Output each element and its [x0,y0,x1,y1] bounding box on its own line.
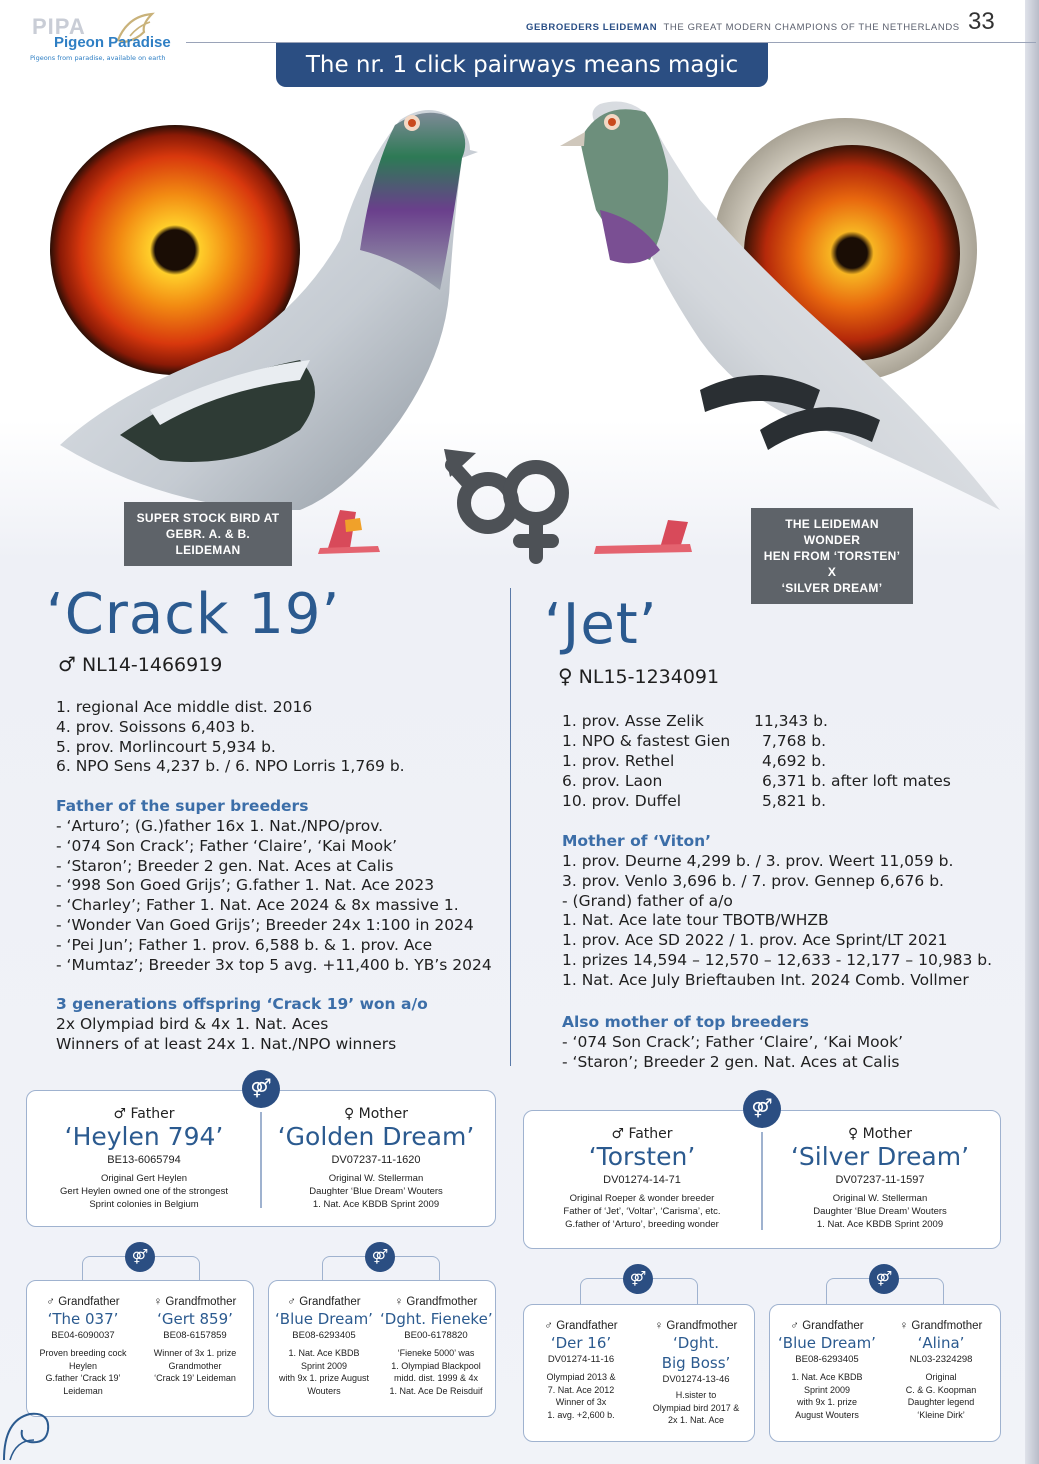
pair-symbol-icon [440,445,580,565]
cock-offspring-line: Winners of at least 24x 1. Nat./NPO winners [56,1034,397,1053]
father-role: ♂ Father [611,1126,673,1142]
right-gp1-badge-icon: ⚤ [623,1264,653,1294]
female-icon: ♀ [558,664,573,688]
hen-viton-line: - (Grand) father of a/o [562,891,733,910]
cock-offspring-line: 2x Olympiad bird & 4x 1. Nat. Aces [56,1015,329,1033]
hen-race: 1. prov. Asse Zelik [562,712,704,730]
hen-breeder-line: - ‘074 Son Crack’; Father ‘Claire’, ‘Kai Mook’ [562,1033,904,1051]
gp-desc-line: 7. Nat. Ace 2012 [547,1384,615,1395]
cock-results [56,698,405,777]
mother-desc-line: Daughter ‘Blue Dream’ Wouters [309,1186,443,1197]
gp-role: ♀ Grandfmother [654,1320,738,1332]
hen-section1-title: Mother of ‘Viton’ [562,832,712,850]
mother-desc-line: Original W. Stellerman [832,1193,928,1204]
running-header [526,22,960,33]
mother-ring: DV07237-11-1597 [835,1174,925,1186]
gp-desc-line: with 9x 1. prize August [278,1373,370,1383]
gp-role: ♀ Grandfmother [394,1296,478,1308]
gp-desc-line: ‘Kleine Dirk’ [917,1409,965,1420]
page-number: 33 [968,8,995,35]
mother-ring: DV07237-11-1620 [331,1154,421,1166]
gp-desc-line: Original [925,1372,957,1382]
gp-desc-line: H.sister to [675,1390,717,1400]
gp-desc-line: 1. Nat. Ace De Reisduif [389,1385,483,1396]
father-desc [526,1192,758,1231]
mother-role: ♀ Mother [343,1106,409,1122]
gp-role: ♂ Grandfather [790,1320,864,1332]
gp-ring: BE08-6293405 [292,1330,356,1341]
left-gp1-badge-icon: ⚤ [125,1242,155,1272]
gp-desc-line: Olympiad 2013 & [546,1372,616,1382]
left-grandmother-1 [140,1296,250,1385]
gp-desc [270,1347,378,1397]
gp-ring: BE08-6293405 [795,1354,859,1365]
hen-breeder-line: - ‘Staron’; Breeder 2 gen. Nat. Aces at Calis [562,1052,900,1071]
cock-breeder-line: - ‘Wonder Van Goed Grijs’; Breeder 24x 1:100 in 2024 [56,915,474,934]
gp-desc-line: August Wouters [795,1409,859,1420]
gp-desc-line: 1. Olympiad Blackpool [391,1360,481,1371]
hen-viton-line: 1. prov. Deurne 4,299 b. / 3. prov. Weert 11,059 b. [562,852,954,870]
right-mother [764,1126,996,1231]
gp-desc [380,1347,492,1397]
gp-ring: NL03-2324298 [909,1354,973,1365]
caption-left: SUPER STOCK BIRD AT GEBR. A. & B. LEIDEMAN [124,502,292,566]
father-desc-line: Original Gert Heylen [100,1173,188,1184]
left-grandfather-2 [270,1296,378,1397]
right-parents-divider [761,1132,763,1230]
cock-result: 5. prov. Morlincourt 5,934 b. [56,737,276,756]
right-father [526,1126,758,1231]
gp-desc-line: G.father ‘Crack 19’ [45,1373,121,1383]
hen-race-detail: 11,343 b. [754,712,828,730]
gp-desc-line: Olympiad bird 2017 & [652,1402,740,1413]
hen-section2-title: Also mother of top breeders [562,1013,809,1031]
right-gp2-badge-icon: ⚤ [869,1264,899,1294]
left-pair-badge-icon: ⚤ [242,1070,280,1108]
mother-desc-line: Daughter ‘Blue Dream’ Wouters [813,1206,947,1217]
right-grandfather-2 [772,1320,882,1421]
gp-desc-line: 1. Nat. Ace KBDB [288,1348,360,1358]
father-name: ‘Heylen 794’ [64,1122,224,1151]
cock-section2-title: 3 generations offspring ‘Crack 19’ won a/o [56,995,428,1013]
mother-role: ♀ Mother [847,1126,913,1142]
column-divider [510,588,511,1066]
cock-section1 [56,817,492,975]
logo-pipa-text: PIPA [32,14,86,39]
gp-name: ‘Dght. Fieneke’ [380,1310,493,1328]
mother-desc-line: 1. Nat. Ace KBDB Sprint 2009 [312,1199,440,1210]
gp-role: ♀ Grandfmother [153,1296,237,1308]
gp-desc-line: with 9x 1. prize [796,1397,858,1407]
hen-race: 10. prov. Duffel [562,792,682,810]
hen-results-table [562,711,1002,811]
cock-breeder-line: - ‘Charley’; Father 1. Nat. Ace 2024 & 8x massive 1. [56,896,459,915]
hen-viton-line: 1. Nat. Ace late tour TBOTB/WHZB [562,911,829,930]
hen-race: 1. NPO & fastest Gien [562,732,731,750]
cock-result: 4. prov. Soissons 6,403 b. [56,717,256,736]
hen-viton-line: 1. prov. Ace SD 2022 / 1. prov. Ace Sprint/LT 2021 [562,931,948,950]
gp-desc-line: Daughter legend [907,1397,975,1407]
gp-ring: DV01274-13-46 [662,1374,730,1385]
gp-name: ‘The 037’ [47,1310,119,1328]
right-grandfather-1 [526,1320,636,1421]
gp-ring: BE08-6157859 [163,1330,227,1341]
gp-desc [140,1347,250,1385]
gp-name: ‘Der 16’ [550,1334,612,1352]
gp-desc [640,1389,752,1427]
gp-desc-line: Sprint 2009 [803,1384,851,1395]
mother-desc-line: 1. Nat. Ace KBDB Sprint 2009 [816,1219,944,1230]
gp-desc-line: Proven breeding cock [39,1348,127,1358]
cock-breeder-line: - ‘Mumtaz’; Breeder 3x top 5 avg. +11,400 b. YB’s 2024 [56,955,492,974]
gp-desc-line: midd. dist. 1999 & 4x [393,1373,479,1383]
cock-result: 1. regional Ace middle dist. 2016 [56,698,313,716]
gp-desc [30,1347,136,1397]
mother-desc-line: Original W. Stellerman [328,1173,424,1184]
gp-role: ♀ Grandfmother [899,1320,983,1332]
father-desc-line: Original Roeper & wonder breeder [569,1193,715,1204]
gp-name: ‘Alina’ [917,1334,965,1352]
gp-ring: BE00-6178820 [404,1330,468,1341]
gp-desc-line: Wouters [307,1385,341,1396]
gp-desc-line: Winner of 3x [555,1397,607,1407]
hen-result-row [562,731,1002,751]
cock-breeder-line: - ‘Staron’; Breeder 2 gen. Nat. Aces at Calis [56,856,394,875]
gp-desc-line: Leideman [63,1385,103,1396]
father-desc-line: Father of ‘Jet’, ‘Voltar’, ‘Carisma’, etc. [563,1206,721,1217]
hen-viton-line: 3. prov. Venlo 3,696 b. / 7. prov. Gennep 6,676 b. [562,871,944,890]
gp-desc-line: ‘Crack 19’ Leideman [154,1373,236,1383]
gp-name: ‘Dght. [673,1334,719,1352]
hen-ring [558,664,719,688]
gp-desc-line: Heylen [68,1360,97,1371]
father-name: ‘Torsten’ [588,1142,696,1171]
hen-race-detail: 5,821 b. [762,792,827,810]
father-role: ♂ Father [113,1106,175,1122]
gp-role: ♂ Grandfather [287,1296,361,1308]
mother-name: ‘Silver Dream’ [790,1142,970,1171]
gp-name: ‘Blue Dream’ [778,1334,876,1352]
father-desc-line: G.father of ‘Arturo’, breeding wonder [565,1219,719,1230]
cock-section1-title: Father of the super breeders [56,797,309,815]
cock-breeder-line: - ‘Arturo’; (G.)father 16x 1. Nat./NPO/prov. [56,817,384,835]
left-grandfather-1 [30,1296,136,1397]
gp-desc-line: C. & G. Koopman [905,1384,977,1395]
hen-result-row [562,711,1002,731]
hen-race-detail: 6,371 b. after loft mates [762,772,951,790]
hen-result-row [562,771,1002,791]
gp-ring: DV01274-11-16 [547,1354,615,1365]
pipa-logo[interactable] [30,10,190,66]
running-brand: GEBROEDERS LEIDEMAN [526,22,658,33]
gp-desc-line: 2x 1. Nat. Ace [667,1415,725,1425]
cock-ring-number: NL14-1466919 [81,654,223,676]
right-grandmother-2 [886,1320,996,1421]
father-ring: BE13-6065794 [107,1154,181,1166]
mother-name: ‘Golden Dream’ [277,1122,475,1151]
cock-result: 6. NPO Sens 4,237 b. / 6. NPO Lorris 1,769 b. [56,757,405,776]
hen-section1 [562,852,992,991]
cock-ring [58,652,222,676]
cock-name: ‘Crack 19’ [46,582,341,647]
cock-section2 [56,1015,396,1055]
gp-desc-line: Grandmother [168,1360,222,1371]
left-gp2-badge-icon: ⚤ [365,1242,395,1272]
father-desc-line: Sprint colonies in Belgium [89,1199,199,1210]
running-title: THE GREAT MODERN CHAMPIONS OF THE NETHERLANDS [663,22,960,33]
gp-desc-line: Winner of 3x 1. prize [153,1348,237,1358]
left-grandmother-2 [380,1296,492,1397]
left-father [30,1106,258,1211]
gp-role: ♂ Grandfather [46,1296,120,1308]
gp-desc-line: 1. Nat. Ace KBDB [791,1372,863,1382]
right-grandmother-1 [640,1320,752,1427]
hen-ring-number: NL15-1234091 [578,666,720,688]
hen-race: 1. prov. Rethel [562,752,675,770]
cock-breeder-line: - ‘Pei Jun’; Father 1. prov. 6,588 b. & 1. prov. Ace [56,935,433,954]
hen-name: ‘Jet’ [544,592,658,657]
father-ring: DV01274-14-71 [603,1174,681,1186]
logo-name: Pigeon Paradise [54,34,171,51]
cock-breeder-line: - ‘074 Son Crack’; Father ‘Claire’, ‘Kai Mook’ [56,836,398,855]
gp-name: ‘Blue Dream’ [275,1310,373,1328]
right-pair-badge-icon: ⚤ [743,1090,781,1128]
hen-viton-line: 1. prizes 14,594 – 12,570 – 12,633 - 12,177 – 10,983 b. [562,950,993,969]
hen-race: 6. prov. Laon [562,772,663,790]
gp-desc [526,1371,636,1421]
caption-right: THE LEIDEMAN WONDER HEN FROM ‘TORSTEN’ X ‘SILVER DREAM’ [751,508,913,604]
gp-role: ♂ Grandfather [544,1320,618,1332]
ornament-swirl-icon [0,1400,60,1464]
hen-result-row [562,751,1002,771]
hen-race-detail: 4,692 b. [762,752,827,770]
mother-desc [764,1192,996,1231]
gp-name-line2: Big Boss’ [661,1354,731,1372]
gp-desc [772,1371,882,1421]
male-icon: ♂ [58,652,76,676]
father-desc-line: Gert Heylen owned one of the strongest [60,1186,228,1197]
hen-result-row [562,791,1002,811]
hen-section2 [562,1033,903,1073]
hen-viton-line: 1. Nat. Ace July Brieftauben Int. 2024 Comb. Vollmer [562,970,969,989]
gp-desc-line: 1. avg. +2,600 b. [547,1409,615,1420]
gp-name: ‘Gert 859’ [157,1310,233,1328]
logo-tagline: Pigeons from paradise, available on earth [30,54,166,62]
left-mother [262,1106,490,1211]
gp-desc-line: ‘Fieneke 5000’ was [397,1348,475,1358]
father-desc [30,1172,258,1211]
cock-breeder-line: - ‘998 Son Goed Grijs’; G.father 1. Nat. Ace 2023 [56,876,435,895]
hen-race-detail: 7,768 b. [762,732,827,750]
gp-ring: BE04-6090037 [51,1330,115,1341]
gp-desc-line: Sprint 2009 [300,1360,348,1371]
headline-banner: The nr. 1 click pairways means magic [276,43,768,87]
gp-desc [886,1371,996,1421]
mother-desc [262,1172,490,1211]
